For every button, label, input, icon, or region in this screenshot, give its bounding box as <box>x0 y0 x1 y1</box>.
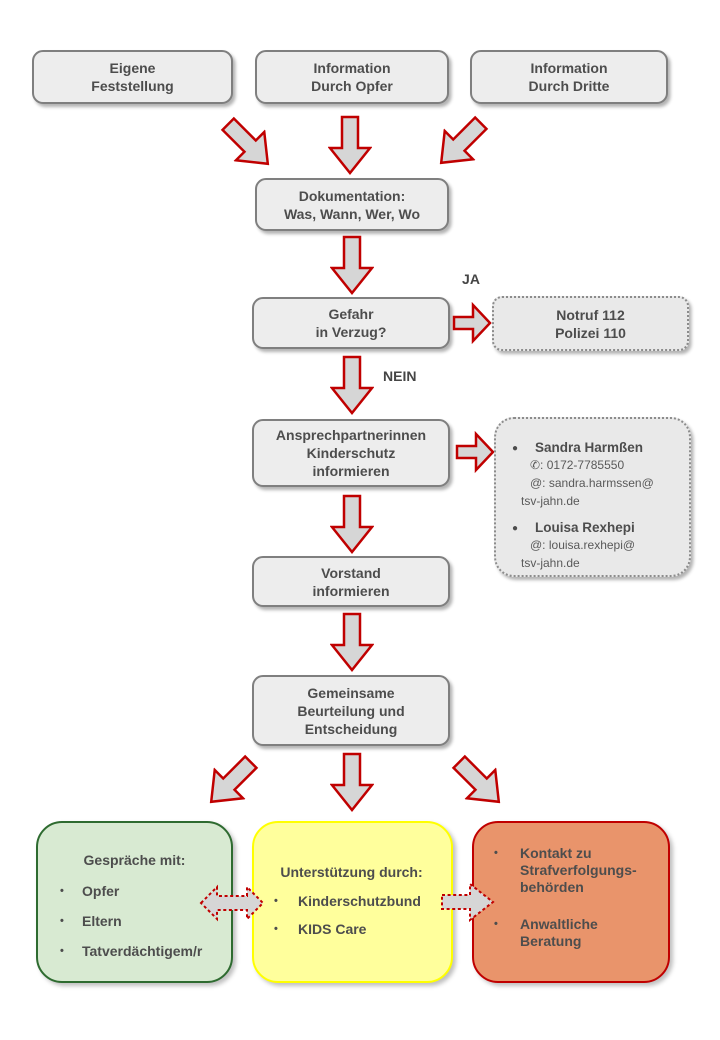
dot-icon: • <box>274 923 278 935</box>
contact-email-domain: tsv-jahn.de <box>521 556 580 570</box>
node-label-line: Gefahr <box>328 306 374 322</box>
list-item <box>492 845 662 896</box>
contact-name: Louisa Rexhepi <box>535 520 635 535</box>
list-item-label <box>520 916 598 950</box>
contact-info-box <box>494 417 691 577</box>
node-label-line: Polizei 110 <box>555 324 626 341</box>
node-dokumentation <box>255 178 449 231</box>
arrow-down-icon <box>330 612 374 672</box>
nein-label: NEIN <box>383 368 417 384</box>
dot-icon: • <box>494 918 498 930</box>
arrow-down-icon <box>330 355 374 415</box>
arrow-down-right-icon <box>442 745 516 819</box>
bullet-icon: ● <box>512 443 519 454</box>
arrow-down-left-icon <box>424 106 498 180</box>
list-item-line: Strafverfolgungs- <box>520 862 637 878</box>
outcome-heading: Unterstützung durch: <box>280 864 423 880</box>
arrow-down-left-icon <box>194 745 268 819</box>
list-item <box>56 912 221 930</box>
arrow-right-icon <box>452 302 492 344</box>
contact-name: Sandra Harmßen <box>535 440 644 455</box>
node-label-line: Kinderschutz <box>306 445 396 461</box>
node-information-durch-dritte <box>470 50 668 104</box>
node-label-line: Feststellung <box>91 78 174 94</box>
contact-email: @: louisa.rexhepi@ <box>530 538 636 552</box>
node-label-line: Dokumentation: <box>298 187 406 204</box>
list-item <box>56 942 221 960</box>
node-label-line: Gemeinsame <box>307 684 395 701</box>
contact-entry <box>512 519 681 572</box>
node-label-line: Ansprechpartnerinnen <box>275 427 427 443</box>
dot-icon: • <box>494 847 498 859</box>
node-label-line: Information <box>313 60 391 76</box>
contact-details <box>521 439 654 510</box>
node-label-line: Durch Opfer <box>311 78 393 94</box>
node-label-line: Entscheidung <box>304 720 398 737</box>
list-item-line: behörden <box>520 879 584 895</box>
list-item-line: Beratung <box>520 933 582 949</box>
contact-email: @: sandra.harmssen@ <box>530 476 654 490</box>
arrow-down-icon <box>330 235 374 295</box>
node-label-line: in Verzug? <box>315 324 387 340</box>
contact-details <box>521 519 636 572</box>
contact-entry <box>512 439 681 510</box>
node-label-line: Was, Wann, Wer, Wo <box>283 205 421 222</box>
list-item-label: KIDS Care <box>298 921 367 937</box>
contact-phone: ✆: 0172-7785550 <box>530 458 625 472</box>
list-item <box>492 916 662 950</box>
outcome-behoerden-box <box>472 821 670 983</box>
contact-email-domain: tsv-jahn.de <box>521 494 580 508</box>
arrow-right-icon <box>455 431 495 473</box>
arrow-down-icon <box>328 115 372 175</box>
node-label-line: informieren <box>312 463 390 479</box>
list-item-line: Kontakt zu <box>520 845 592 861</box>
list-item-label: Tatverdächtigem/r <box>82 943 203 959</box>
list-item <box>270 892 443 910</box>
node-label-line: Information <box>530 60 608 76</box>
node-label-line: Eigene <box>109 60 156 76</box>
list-item-label: Opfer <box>82 883 120 899</box>
dot-icon: • <box>60 885 64 897</box>
node-eigene-feststellung <box>32 50 233 104</box>
list-item-label <box>520 845 637 896</box>
node-notruf-polizei <box>492 296 689 351</box>
dot-icon: • <box>60 915 64 927</box>
node-label-line: Vorstand <box>321 564 381 581</box>
node-gemeinsame-beurteilung <box>252 675 450 746</box>
outcome-unterstuetzung-box <box>252 821 453 983</box>
list-item <box>270 920 443 938</box>
list-item-line: Anwaltliche <box>520 916 598 932</box>
arrow-down-icon <box>330 494 374 554</box>
dot-icon: • <box>274 895 278 907</box>
arrow-right-dashed-icon <box>440 882 496 922</box>
arrow-down-right-icon <box>211 107 285 181</box>
node-label-line: Durch Dritte <box>528 78 610 94</box>
arrow-double-horizontal-icon <box>199 883 265 923</box>
node-vorstand-informieren <box>252 556 450 607</box>
node-label-line: Beurteilung und <box>297 702 405 719</box>
node-gefahr-in-verzug <box>252 297 450 349</box>
bullet-icon: ● <box>512 523 519 534</box>
arrow-down-icon <box>330 752 374 812</box>
list-item-label: Eltern <box>82 913 122 929</box>
outcome-heading: Gespräche mit: <box>83 852 186 868</box>
ja-label: JA <box>462 271 480 287</box>
node-information-durch-opfer <box>255 50 449 104</box>
list-item-label: Kinderschutzbund <box>298 893 421 909</box>
node-label-line: informieren <box>312 582 390 599</box>
dot-icon: • <box>60 945 64 957</box>
node-ansprechpartnerinnen <box>252 419 450 487</box>
list-item <box>56 882 221 900</box>
node-label-line: Notruf 112 <box>556 306 625 323</box>
